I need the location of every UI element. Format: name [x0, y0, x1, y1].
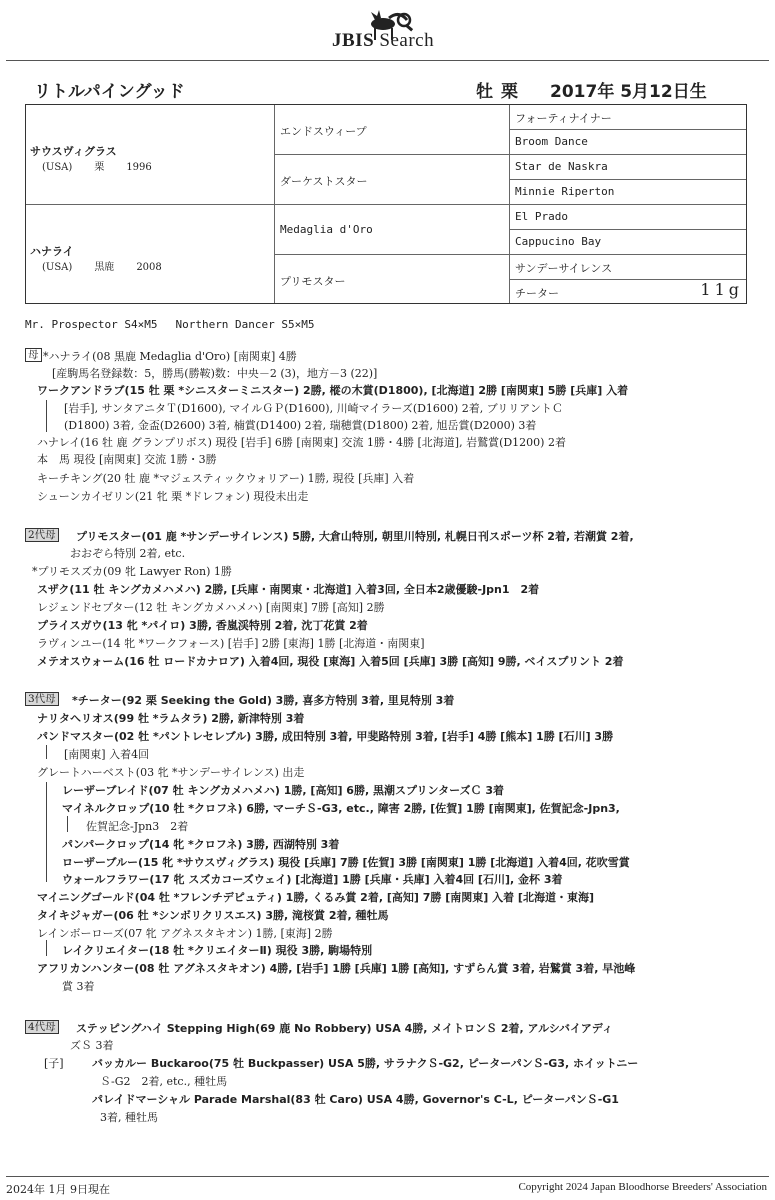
family-line: キーチキング(20 牡 鹿 *マジェスティックウォリアー) 1勝, 現役 [兵庫] 入着	[37, 472, 415, 485]
jbis-search-logo[interactable]: JBIS Search	[332, 30, 435, 51]
family-line: Ｓ-G2 2着, etc., 種牡馬	[100, 1075, 228, 1088]
horse-color: 栗	[501, 82, 518, 102]
family-line: 賞 3着	[62, 980, 95, 993]
pedigree-table	[25, 104, 747, 304]
horse-info	[476, 77, 715, 102]
pedigree-g3-cell[interactable]	[509, 180, 746, 205]
family-line: プライスガウ(13 牝 *パイロ) 3勝, 香嵐渓特別 2着, 沈丁花賞 2着	[37, 619, 368, 632]
inbreeding-item: Mr. Prospector S4×M5	[25, 318, 158, 331]
family-line: ラヴィンユー(14 牝 *ワークフォース) [岩手] 2勝 [東海] 1勝 [北海道・南関東]	[37, 637, 425, 650]
family-line: ステッピングハイ Stepping High(69 鹿 No Robbery) USA 4勝, メイトロンＳ 2着, アルシバイアディ	[76, 1022, 613, 1035]
indent-bar	[67, 816, 68, 832]
family-line: 本 馬 現役 [南関東] 交流 1勝・3勝	[37, 453, 217, 466]
pedigree-g3-name[interactable]: Broom Dance	[515, 135, 588, 148]
section-tag-dam4: 4代母	[25, 1020, 59, 1034]
inbreeding-item: Northern Dancer S5×M5	[175, 318, 315, 331]
sire-name[interactable]: サウスヴィグラス	[30, 145, 117, 158]
pedigree-g3-name[interactable]: Cappucino Bay	[515, 235, 602, 248]
dam-name[interactable]: ハナライ	[30, 245, 74, 258]
weight-label: 11g	[700, 280, 743, 299]
horse-name: リトルパイングッド	[34, 82, 185, 102]
pedigree-g3-cell[interactable]	[509, 155, 746, 180]
horse-sex: 牡	[476, 82, 493, 102]
indent-bar	[46, 745, 47, 759]
pedigree-g2-cell[interactable]	[274, 205, 509, 255]
pedigree-dam-cell[interactable]	[26, 205, 274, 303]
family-line: バッカルー Buckaroo(75 牡 Buckpasser) USA 5勝, サラナクＳ-G2, ピーターパンＳ-G3, ホイットニー	[92, 1057, 639, 1070]
family-line: パンパークロップ(14 牝 *クロフネ) 3勝, 西湖特別 3着	[62, 838, 340, 851]
indent-bar	[46, 782, 47, 882]
family-line: パンドマスター(02 牡 *パントレセレブル) 3勝, 成田特別 3着, 甲斐路特別 3着, [岩手] 4勝 [熊本] 1勝 [石川] 3勝	[37, 730, 614, 743]
family-line: シューンカイゼリン(21 牝 栗 *ドレフォン) 現役未出走	[37, 490, 309, 503]
indent-bar	[46, 400, 47, 432]
family-line: グレートハーベスト(03 牝 *サンデーサイレンス) 出走	[37, 766, 305, 779]
family-line: レインボーローズ(07 牝 アグネスタキオン) 1勝, [東海] 2勝	[37, 927, 333, 940]
family-line: *ハナライ(08 黒鹿 Medaglia d'Oro) [南関東] 4勝	[43, 350, 297, 363]
section-tag-dam3: 3代母	[25, 692, 59, 706]
pedigree-g2-name[interactable]: プリモスター	[280, 275, 346, 288]
family-line: マイニングゴールド(04 牡 *フレンチデピュティ) 1勝, くるみ賞 2着, [高知] 7勝 [南関東] 入着 [北海道・東海]	[37, 891, 594, 904]
family-line: スザク(11 牡 キングカメハメハ) 2勝, [兵庫・南関東・北海道] 入着3回, 全日本2歳優駿-Jpn1 2着	[37, 583, 540, 596]
pedigree-g3-cell[interactable]	[509, 105, 746, 130]
family-line: レジェンドセプター(12 牡 キングカメハメハ) [南関東] 7勝 [高知] 2勝	[37, 601, 385, 614]
pedigree-g2-cell[interactable]	[274, 255, 509, 303]
pedigree-g2-name[interactable]: Medaglia d'Oro	[280, 223, 373, 236]
family-line: [子]	[44, 1057, 64, 1070]
family-line: ローザーブルー(15 牝 *サウスヴィグラス) 現役 [兵庫] 7勝 [佐賀] 3勝 [南関東] 1勝 [北海道] 入着4回, 花吹雪賞	[62, 856, 630, 869]
footer-divider	[6, 1176, 769, 1177]
family-line: レイクリエイター(18 牡 *クリエイターⅡ) 現役 3勝, 駒場特別	[62, 944, 373, 957]
dam-details: (USA) 黒鹿 2008	[42, 262, 162, 273]
family-line: メテオスウォーム(16 牡 ロードカナロア) 入着4回, 現役 [東海] 入着5回 [兵庫] 3勝 [高知] 9勝, ベイスプリント 2着	[37, 655, 624, 668]
family-line: [岩手], サンタアニタＴ(D1600), マイルＧＰ(D1600), 川崎マイラーズ(D1600) 2着, ブリリアントＣ	[64, 402, 563, 415]
family-line: *プリモスズカ(09 牝 Lawyer Ron) 1勝	[32, 565, 232, 578]
family-line: *チーター(92 栗 Seeking the Gold) 3勝, 喜多方特別 3着, 里見特別 3着	[72, 694, 455, 707]
inbreeding-line	[25, 318, 333, 331]
pedigree-g2-name[interactable]: エンドスウィープ	[280, 125, 367, 138]
header-divider	[6, 60, 769, 61]
family-line: プリモスター(01 鹿 *サンデーサイレンス) 5勝, 大倉山特別, 朝里川特別, 札幌日刊スポーツ杯 2着, 若潮賞 2着,	[76, 530, 634, 543]
family-line: マイネルクロップ(10 牡 *クロフネ) 6勝, マーチＳ-G3, etc., 障害 2勝, [佐賀] 1勝 [南関東], 佐賀記念-Jpn3,	[62, 802, 620, 815]
pedigree-g2-cell[interactable]	[274, 105, 509, 155]
family-line: レーザーブレイド(07 牡 キングカメハメハ) 1勝, [高知] 6勝, 黒潮スプリンターズＣ 3着	[62, 784, 505, 797]
family-line: ハナレイ(16 牡 鹿 グランプリボス) 現役 [岩手] 6勝 [南関東] 交流 1勝・4勝 [北海道], 岩鷲賞(D1200) 2着	[37, 436, 566, 449]
family-line: 3着, 種牡馬	[100, 1111, 158, 1124]
family-line: アフリカンハンター(08 牡 アグネスタキオン) 4勝, [岩手] 1勝 [兵庫] 1勝 [高知], すずらん賞 3着, 岩鷲賞 3着, 早池峰	[37, 962, 636, 975]
pedigree-g3-cell[interactable]	[509, 205, 746, 230]
section-tag-dam2: 2代母	[25, 528, 59, 542]
pedigree-g2-cell[interactable]	[274, 155, 509, 205]
sire-details: (USA) 栗 1996	[42, 162, 152, 173]
family-line: [南関東] 入着4回	[64, 748, 150, 761]
family-line: 佐賀記念-Jpn3 2着	[86, 820, 189, 833]
indent-bar	[46, 940, 47, 956]
pedigree-g3-cell[interactable]	[509, 130, 746, 155]
family-line: パレイドマーシャル Parade Marshal(83 牡 Caro) USA 4勝, Governor's C-L, ピーターパンＳ-G1	[92, 1093, 619, 1106]
footer-copyright: Copyright 2024 Japan Bloodhorse Breeders' Association	[518, 1181, 767, 1193]
pedigree-g3-name[interactable]: サンデーサイレンス	[515, 262, 613, 275]
footer-date: 2024年 1月 9日現在	[6, 1183, 110, 1196]
family-line: ワークアンドラブ(15 牡 栗 *シニスターミニスター) 2勝, 樅の木賞(D1800), [北海道] 2勝 [南関東] 5勝 [兵庫] 入着	[37, 384, 629, 397]
family-line: タイキジャガー(06 牡 *シンボリクリスエス) 3勝, 滝桜賞 2着, 種牡馬	[37, 909, 389, 922]
family-line: ウォールフラワー(17 牝 スズカコーズウェイ) [北海道] 1勝 [兵庫・兵庫] 入着4回 [石川], 金杯 3着	[62, 873, 563, 886]
pedigree-g2-name[interactable]: ダーケストスター	[280, 175, 368, 188]
pedigree-g3-cell[interactable]	[509, 255, 746, 280]
section-tag-dam1: 母	[25, 348, 42, 362]
pedigree-g3-name[interactable]: Minnie Riperton	[515, 185, 615, 198]
family-line: ナリタヘリオス(99 牡 *ラムタラ) 2勝, 新津特別 3着	[37, 712, 305, 725]
pedigree-g3-name[interactable]: El Prado	[515, 210, 568, 223]
horse-birth: 2017年 5月12日生	[550, 82, 707, 102]
family-line: [産駒馬名登録数：5，勝馬(勝鞍)数：中央－2 (3)，地方－3 (22)]	[52, 367, 378, 380]
family-line: おおぞら特別 2着, etc.	[70, 547, 186, 560]
pedigree-g3-name[interactable]: チーター	[515, 287, 559, 300]
family-line: ズＳ 3着	[70, 1039, 114, 1052]
pedigree-g3-name[interactable]: フォーティナイナー	[515, 112, 612, 125]
pedigree-g3-cell[interactable]	[509, 280, 746, 303]
family-line: (D1800) 3着, 金盃(D2600) 3着, 楠賞(D1400) 2着, 瑞穂賞(D1800) 2着, 旭岳賞(D2000) 3着	[64, 419, 537, 432]
pedigree-g3-name[interactable]: Star de Naskra	[515, 160, 608, 173]
pedigree-sire-cell[interactable]	[26, 105, 274, 205]
pedigree-g3-cell[interactable]	[509, 230, 746, 255]
